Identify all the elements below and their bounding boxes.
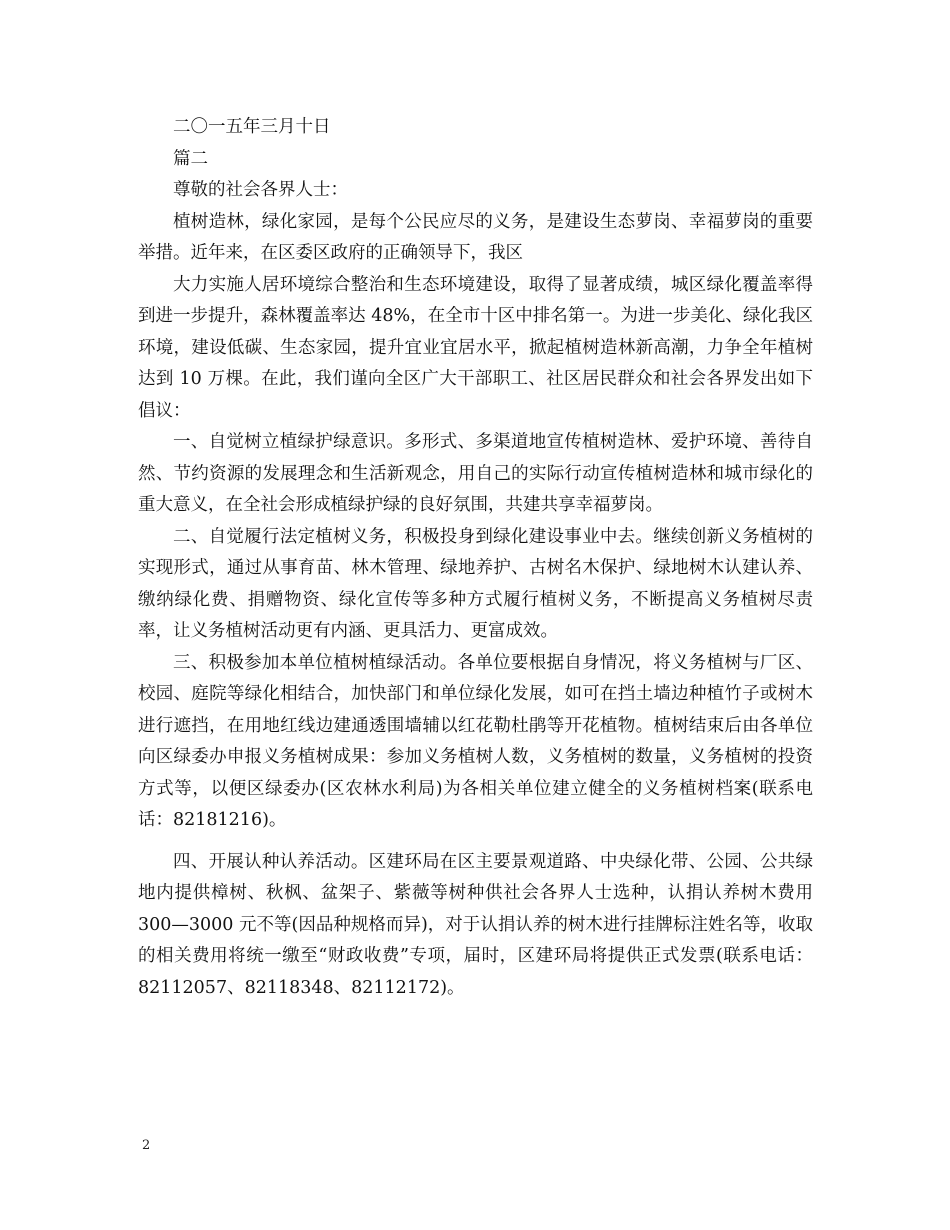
document-body (138, 112, 813, 1004)
paragraph-proposal-4: 四、开展认种认养活动。区建环局在区主要景观道路、中央绿化带、公园、公共绿地内提供樟树、秋枫、盆架子、紫薇等树种供社会各界人士选种，认捐认养树木费用 300—3000 元不等(因品种规格而异)，对于认捐认养的树木进行挂牌标注姓名等，收取的相关费用将统一缴至“财政收费”专项，届时，区建环局将提供正式发票(联系电话：82112057、82118348、82112172)。 (138, 851, 813, 998)
salutation: 尊敬的社会各界人士： (173, 180, 348, 200)
paragraph-achievements: 大力实施人居环境综合整治和生态环境建设，取得了显著成绩，城区绿化覆盖率得到进一步提升，森林覆盖率达 48%，在全市十区中排名第一。为进一步美化、绿化我区环境，建设低碳、生态家园，提升宜业宜居水平，掀起植树造林新高潮，力争全年植树达到 10 万棵。在此，我们谨向全区广大干部职工、社区居民群众和社会各界发出如下倡议： (138, 274, 813, 421)
paragraph-proposal-1: 一、自觉树立植绿护绿意识。多形式、多渠道地宣传植树造林、爱护环境、善待自然、节约资源的发展理念和生活新观念，用自己的实际行动宣传植树造林和城市绿化的重大意义，在全社会形成植绿护绿的良好氛围，共建共享幸福萝岗。 (138, 432, 813, 515)
section-heading: 篇二 (173, 148, 208, 169)
paragraph-intro: 植树造林，绿化家园，是每个公民应尽的义务，是建设生态萝岗、幸福萝岗的重要举措。近年来，在区委区政府的正确领导下，我区 (138, 211, 813, 263)
date-line: 二〇一五年三月十日 (173, 117, 331, 137)
page-number: 2 (142, 1138, 151, 1153)
paragraph-proposal-3: 三、积极参加本单位植树植绿活动。各单位要根据自身情况，将义务植树与厂区、校园、庭院等绿化相结合，加快部门和单位绿化发展，如可在挡土墙边种植竹子或树木进行遮挡，在用地红线边建通透围墙辅以红花勒杜鹃等开花植物。植树结束后由各单位向区绿委办申报义务植树成果：参加义务植树人数，义务植树的数量，义务植树的投资方式等，以便区绿委办(区农林水利局)为各相关单位建立健全的义务植树档案(联系电话：82181216)。 (138, 652, 813, 830)
paragraph-proposal-2: 二、自觉履行法定植树义务，积极投身到绿化建设事业中去。继续创新义务植树的实现形式，通过从事育苗、林木管理、绿地养护、古树名木保护、绿地树木认建认养、缴纳绿化费、捐赠物资、绿化宣传等多种方式履行植树义务，不断提高义务植树尽责率，让义务植树活动更有内涵、更具活力、更富成效。 (138, 526, 813, 641)
